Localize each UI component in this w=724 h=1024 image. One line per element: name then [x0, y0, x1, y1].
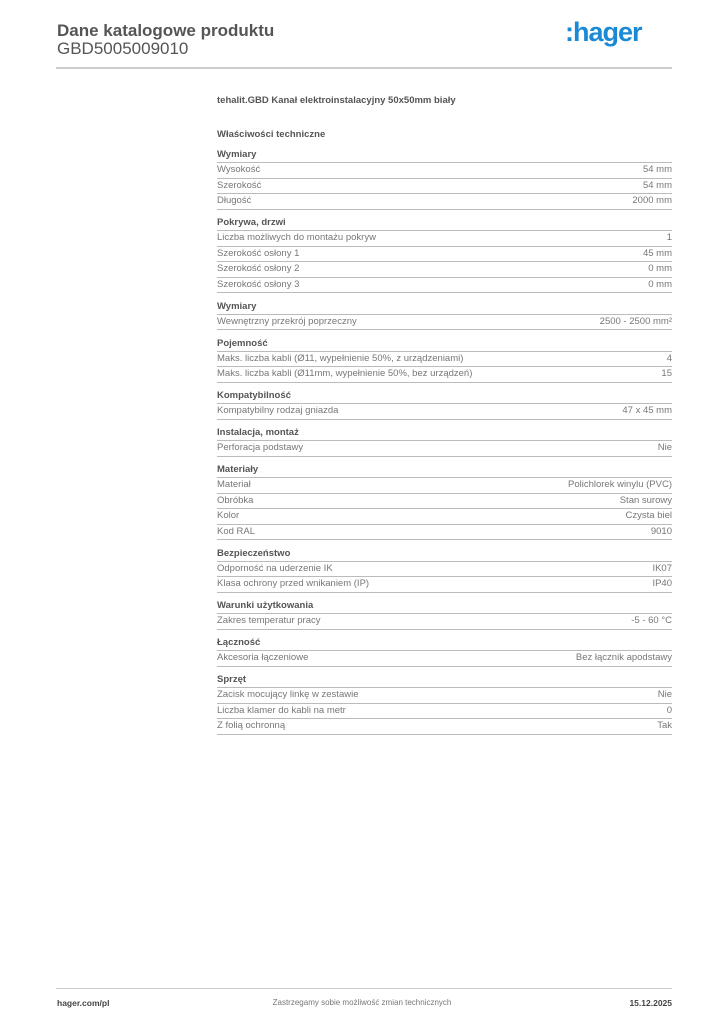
property-value: 4 — [666, 352, 672, 364]
property-value: IP40 — [652, 578, 672, 589]
property-value: Nie — [657, 442, 672, 453]
group-title: Łączność — [217, 636, 672, 651]
section-title: Właściwości techniczne — [217, 129, 326, 140]
property-label: Klasa ochrony przed wnikaniem (IP) — [217, 578, 370, 589]
property-group — [217, 426, 672, 457]
group-title: Pojemność — [217, 337, 672, 352]
content — [217, 95, 672, 741]
property-groups — [217, 148, 672, 735]
property-value: 15 — [661, 368, 672, 379]
property-row — [217, 525, 672, 541]
property-label: Zakres temperatur pracy — [217, 615, 321, 626]
property-label: Szerokość osłony 2 — [217, 263, 300, 274]
property-group — [217, 300, 672, 331]
property-value: Tak — [657, 720, 672, 731]
property-group — [217, 337, 672, 383]
group-title: Wymiary — [217, 300, 672, 315]
property-row — [217, 719, 672, 735]
hager-logo: :hager — [565, 17, 642, 47]
property-label: Z folią ochronną — [217, 720, 286, 731]
property-label: Szerokość — [217, 179, 262, 191]
property-row — [217, 315, 672, 331]
property-value: 54 mm — [642, 164, 672, 175]
property-row — [217, 478, 672, 494]
property-value: 9010 — [650, 525, 672, 537]
property-row — [217, 509, 672, 525]
property-label: Zacisk mocujący linkę w zestawie — [217, 689, 359, 700]
property-label: Liczba klamer do kabli na metr — [217, 704, 346, 716]
property-label: Kod RAL — [217, 525, 256, 537]
property-value: 1 — [666, 232, 672, 243]
property-value: 45 mm — [642, 247, 672, 259]
property-label: Odporność na uderzenie IK — [217, 562, 333, 574]
property-group — [217, 599, 672, 630]
product-code: GBD5005009010 — [57, 39, 189, 58]
property-label: Akcesoria łączeniowe — [217, 652, 309, 663]
property-row — [217, 688, 672, 704]
property-row — [217, 404, 672, 420]
property-label: Wysokość — [217, 164, 261, 175]
property-label: Szerokość osłony 3 — [217, 278, 300, 290]
property-row — [217, 494, 672, 510]
property-row — [217, 247, 672, 263]
property-row — [217, 194, 672, 210]
property-value: 2000 mm — [632, 195, 672, 206]
property-value: 0 — [666, 704, 672, 716]
property-label: Materiał — [217, 479, 251, 490]
property-value: Stan surowy — [619, 494, 672, 506]
footer-divider — [56, 988, 672, 989]
group-title: Wymiary — [217, 148, 672, 163]
property-label: Perforacja podstawy — [217, 442, 304, 453]
footer-website-link[interactable]: hager.com/pl — [57, 998, 110, 1008]
property-row — [217, 163, 672, 179]
property-value: Nie — [657, 689, 672, 700]
footer-note: Zastrzegamy sobie możliwość zmian technicznych — [272, 998, 452, 1007]
property-value: Czysta biel — [625, 510, 672, 521]
property-row — [217, 577, 672, 593]
group-title: Kompatybilność — [217, 389, 672, 404]
group-title: Sprzęt — [217, 673, 672, 688]
property-label: Maks. liczba kabli (Ø11, wypełnienie 50%, z urządzeniami) — [217, 352, 464, 364]
property-row — [217, 352, 672, 368]
property-value: Bez łącznik apodstawy — [575, 652, 672, 663]
property-row — [217, 651, 672, 667]
property-row — [217, 441, 672, 457]
property-value: 54 mm — [642, 179, 672, 191]
property-value: 2500 - 2500 mm² — [599, 315, 672, 327]
footer-date: 15.12.2025 — [629, 998, 672, 1008]
property-value: IK07 — [652, 562, 672, 574]
property-value: 0 mm — [648, 278, 672, 290]
group-title: Pokrywa, drzwi — [217, 216, 672, 231]
property-value: 0 mm — [648, 263, 672, 274]
property-value: -5 - 60 °C — [631, 615, 672, 626]
property-value: Polichlorek winylu (PVC) — [567, 479, 672, 490]
property-value: 47 x 45 mm — [622, 405, 672, 416]
property-group — [217, 463, 672, 540]
property-group — [217, 216, 672, 293]
group-title: Materiały — [217, 463, 672, 478]
group-title: Warunki użytkowania — [217, 599, 672, 614]
document-title: Dane katalogowe produktu — [57, 21, 275, 40]
property-group — [217, 389, 672, 420]
property-label: Szerokość osłony 1 — [217, 247, 300, 259]
property-label: Kompatybilny rodzaj gniazda — [217, 405, 339, 416]
property-group — [217, 636, 672, 667]
property-label: Liczba możliwych do montażu pokryw — [217, 232, 376, 243]
property-group — [217, 547, 672, 593]
property-group — [217, 673, 672, 735]
group-title: Instalacja, montaż — [217, 426, 672, 441]
property-row — [217, 562, 672, 578]
property-row — [217, 278, 672, 294]
property-label: Maks. liczba kabli (Ø11mm, wypełnienie 50%, bez urządzeń) — [217, 368, 473, 379]
header-divider — [56, 67, 672, 69]
property-row — [217, 179, 672, 195]
group-title: Bezpieczeństwo — [217, 547, 672, 562]
property-label: Długość — [217, 195, 252, 206]
property-label: Kolor — [217, 510, 240, 521]
property-row — [217, 262, 672, 278]
property-label: Obróbka — [217, 494, 254, 506]
product-title: tehalit.GBD Kanał elektroinstalacyjny 50x50mm biały — [217, 95, 456, 106]
property-row — [217, 614, 672, 630]
property-row — [217, 231, 672, 247]
property-label: Wewnętrzny przekrój poprzeczny — [217, 315, 357, 327]
property-row — [217, 704, 672, 720]
property-group — [217, 148, 672, 210]
property-row — [217, 367, 672, 383]
